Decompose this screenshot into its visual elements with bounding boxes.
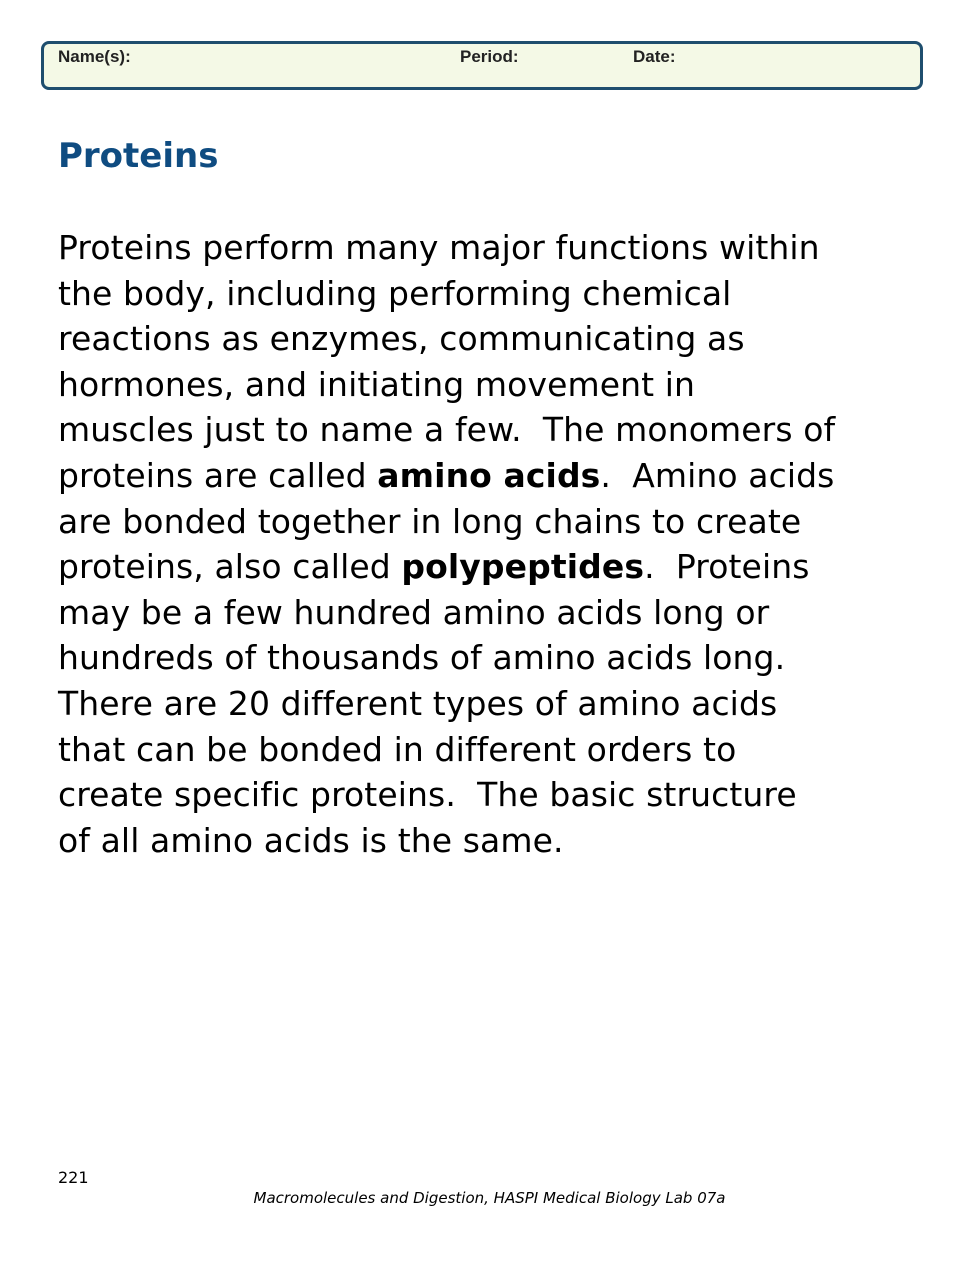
body-line: hormones, and initiating movement in [58,364,696,404]
footer-citation: Macromolecules and Digestion, HASPI Medical Biology Lab 07a [253,1189,726,1207]
body-line: may be a few hundred amino acids long or [58,592,770,632]
body-line: proteins, also called polypeptides. Proteins [58,547,810,587]
term-polypeptides: polypeptides [401,547,645,587]
body-line: are bonded together in long chains to create [58,501,802,541]
body-line: hundreds of thousands of amino acids long. [58,638,786,678]
body-line: There are 20 different types of amino acids [58,683,778,723]
body-line: reactions as enzymes, communicating as [58,319,745,359]
body-line: the body, including performing chemical [58,273,732,313]
body-line: that can be bonded in different orders to [58,729,737,769]
page-number: 221 [58,1168,89,1187]
name-field-label[interactable]: Name(s): [58,47,131,66]
body-line: create specific proteins. The basic structure [58,775,797,815]
page-title: Proteins [58,136,219,176]
body-line: proteins are called amino acids. Amino acids [58,455,835,495]
period-field-label[interactable]: Period: [460,47,519,66]
body-paragraph [58,225,928,863]
body-line: muscles just to name a few. The monomers of [58,410,836,450]
body-line: Proteins perform many major functions within [58,228,820,267]
date-field-label[interactable]: Date: [633,47,676,66]
term-amino-acids: amino acids [377,455,601,495]
student-info-header [41,41,923,90]
body-line: of all amino acids is the same. [58,820,564,860]
